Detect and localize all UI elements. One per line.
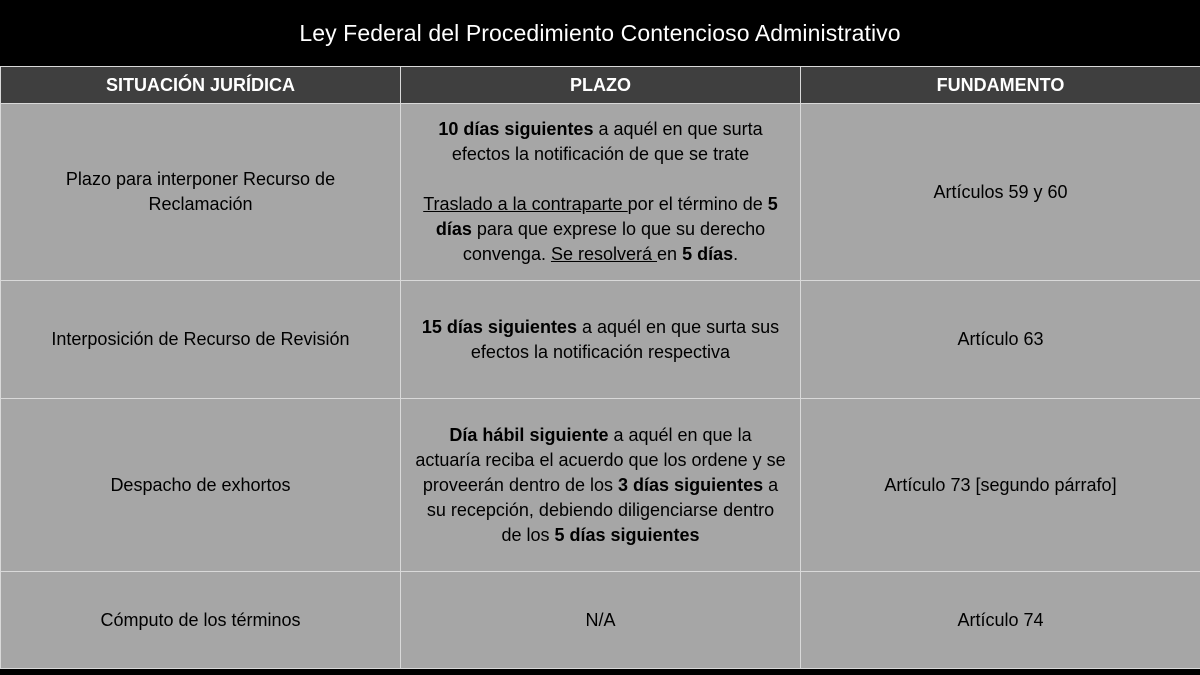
table-row	[1, 572, 1200, 669]
plazo-underline: Se resolverá	[550, 244, 658, 264]
plazo-text: a su recepción, debiendo diligenciarse dentro de los	[426, 474, 779, 545]
plazo-text: .	[733, 244, 739, 264]
plazo-text: a aquél en que surta sus efectos la notificación respectiva	[470, 316, 780, 362]
cell-situacion: Interposición de Recurso de Revisión	[1, 281, 401, 399]
plazo-underline: Traslado a la contraparte	[423, 194, 628, 214]
cell-plazo: N/A	[401, 572, 801, 669]
plazo-bold: 5 días	[682, 244, 734, 264]
cell-plazo	[401, 399, 801, 572]
table-row	[1, 281, 1200, 399]
cell-fundamento: Artículo 63	[801, 281, 1200, 399]
cell-fundamento: Artículos 59 y 60	[801, 104, 1200, 281]
plazo-text: a aquél en que surta efectos la notificación de que se trate	[451, 119, 763, 164]
page-title: Ley Federal del Procedimiento Contencioso Administrativo	[299, 19, 901, 46]
cell-fundamento: Artículo 73 [segundo párrafo]	[801, 399, 1200, 572]
table-row	[1, 104, 1200, 281]
header-plazo: PLAZO	[401, 67, 801, 104]
plazo-text: en	[657, 244, 683, 264]
header-situacion-juridica: SITUACIÓN JURÍDICA	[1, 67, 401, 104]
plazo-bold: 5 días siguientes	[554, 524, 700, 545]
table-header-row	[1, 67, 1200, 104]
cell-plazo	[401, 104, 801, 281]
cell-situacion: Plazo para interponer Recurso de Reclamación	[1, 104, 401, 281]
plazo-bold: 10 días siguientes	[438, 119, 594, 139]
cell-situacion: Cómputo de los términos	[1, 572, 401, 669]
plazo-text: por el término de	[627, 194, 768, 214]
cell-fundamento: Artículo 74	[801, 572, 1200, 669]
plazos-table	[0, 66, 1200, 669]
cell-situacion: Despacho de exhortos	[1, 399, 401, 572]
plazo-bold: 3 días siguientes	[618, 474, 764, 495]
plazo-bold: 5 días	[435, 194, 778, 239]
cell-plazo	[401, 281, 801, 399]
table-row	[1, 399, 1200, 572]
plazo-text: para que exprese lo que su derecho convenga.	[462, 219, 766, 264]
plazo-bold: 15 días siguientes	[421, 316, 577, 337]
header-fundamento: FUNDAMENTO	[801, 67, 1200, 104]
plazo-bold: Día hábil siguiente	[449, 424, 609, 445]
plazo-text: a aquél en que la actuaría reciba el acuerdo que los ordene y se proveerán dentro de los	[415, 424, 786, 495]
